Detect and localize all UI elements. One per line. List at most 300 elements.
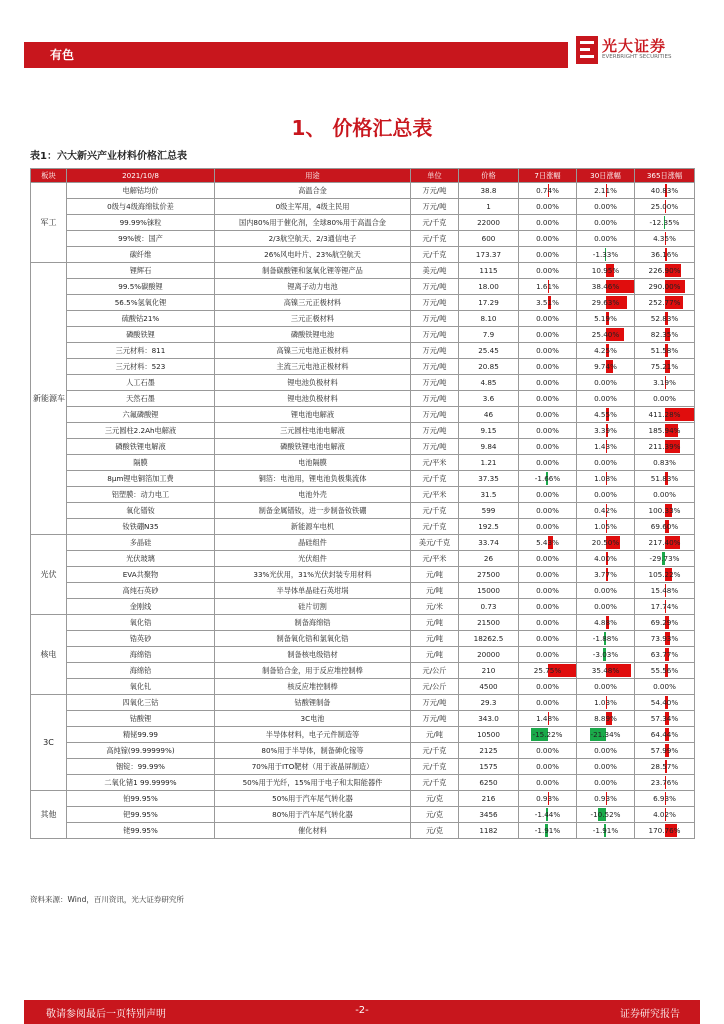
pct-text: -29.73%	[649, 554, 680, 563]
table-row	[31, 823, 695, 839]
unit-cell: 万元/吨	[411, 423, 459, 439]
pct-cell-v365	[635, 199, 695, 215]
pct-cell-v7	[519, 567, 577, 583]
pct-text: 29.63%	[591, 298, 620, 307]
pct-text: 0.00%	[536, 218, 559, 227]
pct-cell-v365	[635, 615, 695, 631]
pct-text: 23.76%	[650, 778, 679, 787]
pct-text: 54.40%	[650, 698, 679, 707]
pct-cell-v365	[635, 279, 695, 295]
pct-text: 0.00%	[536, 394, 559, 403]
pct-text: 0.00%	[536, 522, 559, 531]
table-row	[31, 711, 695, 727]
pct-text: 15.48%	[650, 586, 679, 595]
pct-text: 0.00%	[594, 762, 617, 771]
pct-text: 25.00%	[650, 202, 679, 211]
use-cell: 锂电池负极材料	[215, 375, 411, 391]
unit-cell: 元/吨	[411, 567, 459, 583]
col-header: 单位	[411, 169, 459, 183]
pct-text: 0.93%	[536, 794, 559, 803]
item-cell: 高纯镓(99.99999%)	[67, 743, 215, 759]
pct-text: 0.00%	[536, 458, 559, 467]
price-cell: 173.37	[459, 247, 519, 263]
pct-cell-v7	[519, 631, 577, 647]
pct-text: 69.29%	[650, 618, 679, 627]
pct-cell-v7	[519, 311, 577, 327]
pct-cell-v365	[635, 631, 695, 647]
pct-text: 0.00%	[594, 218, 617, 227]
item-cell: 金刚线	[67, 599, 215, 615]
pct-text: 3.39%	[594, 426, 617, 435]
col-header: 30日涨幅	[577, 169, 635, 183]
price-cell: 29.3	[459, 695, 519, 711]
pct-cell-v30	[577, 183, 635, 199]
use-cell: 光伏组件	[215, 551, 411, 567]
pct-cell-v7	[519, 455, 577, 471]
pct-cell-v30	[577, 583, 635, 599]
logo-cn-text: 光大证券	[602, 37, 667, 55]
pct-text: 0.00%	[653, 682, 676, 691]
price-cell: 4.85	[459, 375, 519, 391]
pct-text: 0.00%	[536, 698, 559, 707]
pct-text: -1.91%	[592, 826, 619, 835]
pct-cell-v30	[577, 359, 635, 375]
price-cell: 6250	[459, 775, 519, 791]
pct-cell-v7	[519, 615, 577, 631]
unit-cell: 元/千克	[411, 743, 459, 759]
price-cell: 31.5	[459, 487, 519, 503]
pct-cell-v30	[577, 679, 635, 695]
item-cell: 锂辉石	[67, 263, 215, 279]
unit-cell: 万元/吨	[411, 343, 459, 359]
pct-cell-v365	[635, 695, 695, 711]
pct-text: 0.00%	[536, 378, 559, 387]
pct-cell-v30	[577, 423, 635, 439]
table-header-row	[31, 169, 695, 183]
item-cell: 磷酸铁锂	[67, 327, 215, 343]
pct-cell-v365	[635, 759, 695, 775]
price-cell: 25.45	[459, 343, 519, 359]
pct-cell-v30	[577, 407, 635, 423]
price-cell: 216	[459, 791, 519, 807]
table-row	[31, 519, 695, 535]
pct-text: 252.77%	[648, 298, 681, 307]
pct-cell-v30	[577, 567, 635, 583]
pct-text: 0.42%	[594, 506, 617, 515]
use-cell: 高镍三元电池正极材料	[215, 343, 411, 359]
table-row	[31, 455, 695, 471]
unit-cell: 美元/千克	[411, 535, 459, 551]
price-cell: 21500	[459, 615, 519, 631]
pct-cell-v365	[635, 263, 695, 279]
table-row	[31, 359, 695, 375]
pct-cell-v7	[519, 359, 577, 375]
pct-cell-v365	[635, 439, 695, 455]
pct-cell-v365	[635, 551, 695, 567]
table-row	[31, 551, 695, 567]
table-row	[31, 263, 695, 279]
price-cell: 9.84	[459, 439, 519, 455]
unit-cell: 万元/吨	[411, 695, 459, 711]
sector-cell: 军工	[31, 183, 67, 263]
unit-cell: 美元/吨	[411, 263, 459, 279]
price-cell: 1.21	[459, 455, 519, 471]
pct-text: 0.00%	[594, 778, 617, 787]
unit-cell: 万元/吨	[411, 279, 459, 295]
price-cell: 37.35	[459, 471, 519, 487]
pct-cell-v30	[577, 807, 635, 823]
pct-cell-v365	[635, 599, 695, 615]
pct-cell-v365	[635, 359, 695, 375]
use-cell: 核反应堆控制棒	[215, 679, 411, 695]
pct-cell-v365	[635, 567, 695, 583]
item-cell: 六氟磷酸锂	[67, 407, 215, 423]
pct-text: 0.00%	[536, 410, 559, 419]
unit-cell: 万元/吨	[411, 407, 459, 423]
item-cell: 铂99.95%	[67, 791, 215, 807]
item-cell: 磷酸铁锂电解液	[67, 439, 215, 455]
table-caption: 表1：六大新兴产业材料价格汇总表	[30, 151, 187, 162]
pct-text: 0.93%	[594, 794, 617, 803]
pct-text: 0.74%	[536, 186, 559, 195]
pct-text: 0.00%	[594, 202, 617, 211]
unit-cell: 元/平米	[411, 551, 459, 567]
price-cell: 4500	[459, 679, 519, 695]
pct-cell-v30	[577, 791, 635, 807]
pct-text: 25.40%	[591, 330, 620, 339]
pct-cell-v7	[519, 391, 577, 407]
pct-cell-v7	[519, 263, 577, 279]
table-row	[31, 759, 695, 775]
unit-cell: 元/千克	[411, 231, 459, 247]
item-cell: 8μm锂电铜箔加工费	[67, 471, 215, 487]
pct-cell-v365	[635, 743, 695, 759]
pct-text: 25.75%	[533, 666, 562, 675]
use-cell: 磷酸铁锂电池电解液	[215, 439, 411, 455]
col-header: 2021/10/8	[67, 169, 215, 183]
table-row	[31, 599, 695, 615]
pct-cell-v365	[635, 215, 695, 231]
item-cell: 氧化镨钕	[67, 503, 215, 519]
pct-cell-v365	[635, 487, 695, 503]
pct-text: 4.88%	[594, 618, 617, 627]
pct-text: -15.22%	[532, 730, 563, 739]
pct-cell-v30	[577, 263, 635, 279]
pct-text: 2.11%	[594, 186, 617, 195]
price-cell: 38.8	[459, 183, 519, 199]
unit-cell: 元/克	[411, 791, 459, 807]
pct-cell-v365	[635, 471, 695, 487]
pct-cell-v365	[635, 583, 695, 599]
price-cell: 33.74	[459, 535, 519, 551]
col-header: 板块	[31, 169, 67, 183]
pct-cell-v365	[635, 343, 695, 359]
table-row	[31, 295, 695, 311]
use-cell: 磷酸铁锂电池	[215, 327, 411, 343]
pct-cell-v7	[519, 647, 577, 663]
pct-text: 170.76%	[648, 826, 681, 835]
pct-text: 0.00%	[594, 394, 617, 403]
use-cell: 70%用于ITO靶材（用于液晶屏制造）	[215, 759, 411, 775]
table-row	[31, 791, 695, 807]
pct-cell-v30	[577, 503, 635, 519]
price-cell: 46	[459, 407, 519, 423]
pct-cell-v365	[635, 375, 695, 391]
pct-cell-v7	[519, 295, 577, 311]
col-header: 365日涨幅	[635, 169, 695, 183]
table-row	[31, 775, 695, 791]
pct-text: 1.43%	[594, 442, 617, 451]
pct-cell-v7	[519, 695, 577, 711]
pct-cell-v7	[519, 519, 577, 535]
pct-text: 20.50%	[591, 538, 620, 547]
pct-cell-v7	[519, 599, 577, 615]
pct-text: 0.00%	[536, 746, 559, 755]
pct-text: 52.83%	[650, 314, 679, 323]
table-row	[31, 439, 695, 455]
table-row	[31, 647, 695, 663]
pct-text: 0.00%	[536, 570, 559, 579]
unit-cell: 万元/吨	[411, 311, 459, 327]
item-cell: 多晶硅	[67, 535, 215, 551]
unit-cell: 元/克	[411, 823, 459, 839]
pct-cell-v7	[519, 791, 577, 807]
pct-text: 0.00%	[594, 682, 617, 691]
pct-text: 35.48%	[591, 666, 620, 675]
price-cell: 600	[459, 231, 519, 247]
pct-text: 63.77%	[650, 650, 679, 659]
item-cell: EVA共聚物	[67, 567, 215, 583]
pct-cell-v7	[519, 215, 577, 231]
pct-text: 51.58%	[650, 346, 679, 355]
pct-text: -12.35%	[649, 218, 680, 227]
sector-cell: 3C	[31, 695, 67, 791]
pct-cell-v7	[519, 743, 577, 759]
use-cell: 铜箔：电池用，锂电池负极集流体	[215, 471, 411, 487]
pct-text: 0.00%	[536, 634, 559, 643]
price-cell: 10500	[459, 727, 519, 743]
pct-text: -1.66%	[534, 474, 561, 483]
unit-cell: 万元/吨	[411, 327, 459, 343]
use-cell: 锂离子动力电池	[215, 279, 411, 295]
pct-cell-v30	[577, 199, 635, 215]
pct-cell-v7	[519, 375, 577, 391]
pct-text: 75.21%	[650, 362, 679, 371]
pct-text: 0.00%	[536, 442, 559, 451]
price-cell: 2125	[459, 743, 519, 759]
table-row	[31, 407, 695, 423]
pct-text: 40.83%	[650, 186, 679, 195]
pct-cell-v7	[519, 535, 577, 551]
sector-cell: 光伏	[31, 535, 67, 615]
pct-cell-v30	[577, 327, 635, 343]
pct-cell-v7	[519, 423, 577, 439]
pct-cell-v7	[519, 231, 577, 247]
pct-cell-v30	[577, 743, 635, 759]
use-cell: 锂电池电解液	[215, 407, 411, 423]
use-cell: 80%用于汽车尾气转化器	[215, 807, 411, 823]
unit-cell: 万元/吨	[411, 183, 459, 199]
pct-cell-v365	[635, 503, 695, 519]
pct-text: 0.00%	[536, 202, 559, 211]
use-cell: 制备氧化锆和氯氧化锆	[215, 631, 411, 647]
use-cell: 半导体材料，电子元件制造等	[215, 727, 411, 743]
brand-logo	[568, 32, 700, 70]
page-number: -2-	[355, 1005, 369, 1016]
pct-cell-v30	[577, 279, 635, 295]
unit-cell: 元/米	[411, 599, 459, 615]
unit-cell: 万元/吨	[411, 439, 459, 455]
pct-cell-v30	[577, 231, 635, 247]
price-cell: 1	[459, 199, 519, 215]
unit-cell: 万元/吨	[411, 199, 459, 215]
pct-cell-v7	[519, 471, 577, 487]
pct-cell-v30	[577, 823, 635, 839]
item-cell: 海绵锆	[67, 647, 215, 663]
pct-cell-v365	[635, 391, 695, 407]
price-cell: 20000	[459, 647, 519, 663]
use-cell: 电池外壳	[215, 487, 411, 503]
price-cell: 17.29	[459, 295, 519, 311]
pct-text: 1.03%	[594, 698, 617, 707]
table-row	[31, 695, 695, 711]
pct-text: 17.74%	[650, 602, 679, 611]
price-cell: 8.10	[459, 311, 519, 327]
pct-text: 3.19%	[653, 378, 676, 387]
pct-cell-v365	[635, 807, 695, 823]
pct-text: 0.00%	[594, 490, 617, 499]
pct-text: 0.00%	[536, 266, 559, 275]
pct-text: -1.44%	[534, 810, 561, 819]
use-cell: 新能源车电机	[215, 519, 411, 535]
price-cell: 9.15	[459, 423, 519, 439]
pct-text: 0.00%	[536, 778, 559, 787]
table-row	[31, 471, 695, 487]
item-cell: 光伏玻璃	[67, 551, 215, 567]
pct-text: 0.00%	[536, 586, 559, 595]
pct-text: 6.93%	[653, 794, 676, 803]
footer-disclaimer: 敬请参阅最后一页特别声明	[46, 1009, 166, 1020]
pct-cell-v365	[635, 791, 695, 807]
logo-mark-icon	[576, 36, 598, 64]
price-cell: 18262.5	[459, 631, 519, 647]
item-cell: 铝塑膜：动力电工	[67, 487, 215, 503]
table-row	[31, 215, 695, 231]
item-cell: 氧化钆	[67, 679, 215, 695]
price-cell: 1182	[459, 823, 519, 839]
pct-cell-v30	[577, 375, 635, 391]
price-cell: 27500	[459, 567, 519, 583]
pct-cell-v7	[519, 775, 577, 791]
pct-cell-v7	[519, 823, 577, 839]
table-row	[31, 807, 695, 823]
pct-cell-v365	[635, 663, 695, 679]
pct-cell-v7	[519, 583, 577, 599]
unit-cell: 万元/吨	[411, 711, 459, 727]
pct-text: 0.00%	[536, 490, 559, 499]
sector-cell: 其他	[31, 791, 67, 839]
pct-text: 8.89%	[594, 714, 617, 723]
unit-cell: 元/千克	[411, 759, 459, 775]
pct-text: 0.00%	[536, 506, 559, 515]
item-cell: 钕铁硼N35	[67, 519, 215, 535]
unit-cell: 元/吨	[411, 615, 459, 631]
pct-cell-v7	[519, 663, 577, 679]
use-cell: 催化材料	[215, 823, 411, 839]
item-cell: 钯99.95%	[67, 807, 215, 823]
item-cell: 人工石墨	[67, 375, 215, 391]
price-cell: 3456	[459, 807, 519, 823]
table-row	[31, 743, 695, 759]
use-cell: 高温合金	[215, 183, 411, 199]
pct-cell-v30	[577, 247, 635, 263]
price-cell: 3.6	[459, 391, 519, 407]
sector-cell: 新能源车	[31, 263, 67, 535]
use-cell: 硅片切割	[215, 599, 411, 615]
pct-cell-v30	[577, 535, 635, 551]
unit-cell: 万元/吨	[411, 375, 459, 391]
pct-cell-v7	[519, 807, 577, 823]
pct-cell-v30	[577, 487, 635, 503]
pct-text: 4.25%	[594, 346, 617, 355]
pct-text: 55.56%	[650, 666, 679, 675]
table-row	[31, 567, 695, 583]
pct-cell-v365	[635, 679, 695, 695]
item-cell: 铑99.95%	[67, 823, 215, 839]
pct-text: 217.40%	[648, 538, 681, 547]
unit-cell: 元/千克	[411, 215, 459, 231]
pct-text: 73.93%	[650, 634, 679, 643]
item-cell: 氧化锆	[67, 615, 215, 631]
pct-cell-v7	[519, 711, 577, 727]
table-row	[31, 183, 695, 199]
pct-text: 0.83%	[653, 458, 676, 467]
pct-text: 1.05%	[594, 522, 617, 531]
pct-cell-v30	[577, 455, 635, 471]
unit-cell: 万元/吨	[411, 359, 459, 375]
pct-text: 411.28%	[648, 410, 681, 419]
pct-text: 0.00%	[536, 426, 559, 435]
unit-cell: 元/平米	[411, 487, 459, 503]
price-cell: 192.5	[459, 519, 519, 535]
pct-text: 9.74%	[594, 362, 617, 371]
table-row	[31, 423, 695, 439]
item-cell: 精铋99.99	[67, 727, 215, 743]
pct-text: 1.08%	[594, 474, 617, 483]
use-cell: 制备碳酸锂和氢氧化锂等锂产品	[215, 263, 411, 279]
pct-cell-v7	[519, 439, 577, 455]
unit-cell: 元/千克	[411, 247, 459, 263]
table-row	[31, 727, 695, 743]
item-cell: 二氧化锗1 99.9999%	[67, 775, 215, 791]
use-cell: 高镍三元正极材料	[215, 295, 411, 311]
section-label: 有色	[50, 48, 75, 62]
pct-cell-v365	[635, 775, 695, 791]
pct-cell-v30	[577, 519, 635, 535]
pct-cell-v30	[577, 759, 635, 775]
item-cell: 锆英砂	[67, 631, 215, 647]
price-cell: 20.85	[459, 359, 519, 375]
item-cell: 钴酸锂	[67, 711, 215, 727]
pct-text: -3.03%	[592, 650, 619, 659]
price-cell: 1115	[459, 263, 519, 279]
table-row	[31, 583, 695, 599]
pct-text: 0.00%	[536, 762, 559, 771]
pct-text: 185.94%	[648, 426, 681, 435]
pct-cell-v365	[635, 247, 695, 263]
use-cell: 制备核电级锆材	[215, 647, 411, 663]
price-cell: 210	[459, 663, 519, 679]
